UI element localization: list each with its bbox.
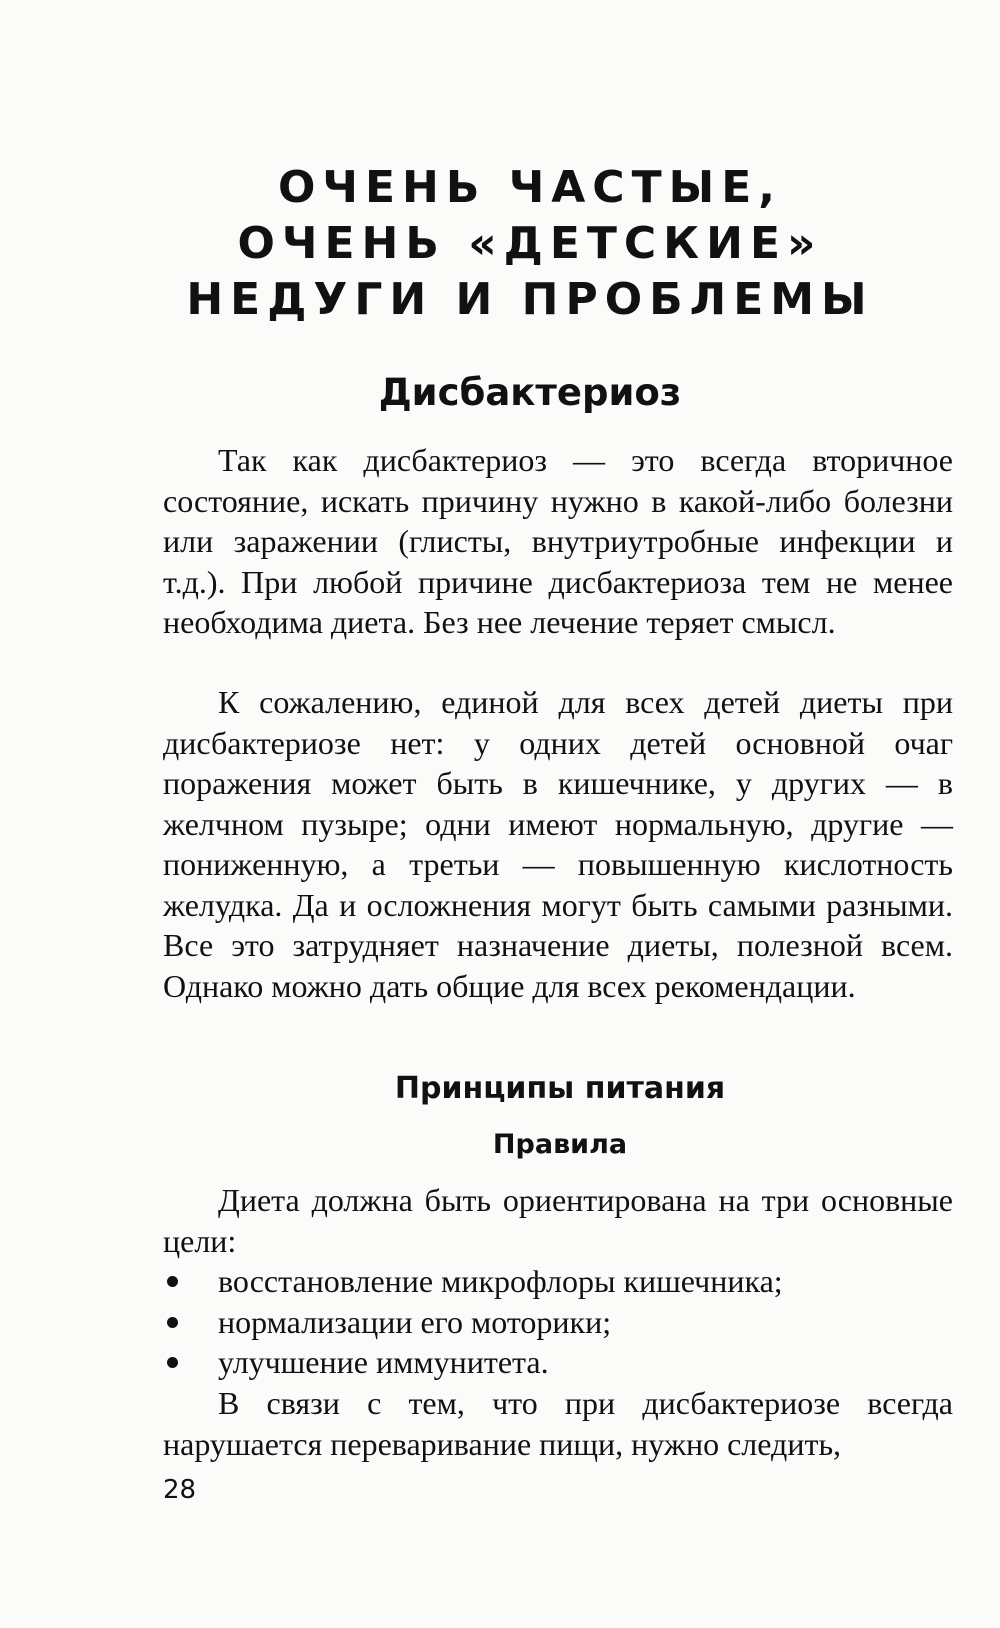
bullet-icon — [167, 1276, 178, 1287]
list-item — [163, 1342, 953, 1383]
subsection-subtitle: Правила — [492, 1129, 628, 1160]
list-item — [163, 1261, 953, 1302]
chapter-title — [150, 160, 910, 328]
paragraph: Так как дисбактериоз — это всегда вторичное состояние, искать причину нужно в какой-либо болезни или заражении (глисты, внутриутробные инфекции и т.д.). При любой причине дисбактериоза тем не менее необходима диета. Без нее лечение теряет смысл. — [163, 442, 953, 640]
bullet-icon — [167, 1317, 178, 1328]
list-item — [163, 1302, 953, 1343]
list-item-text: нормализации его моторики; — [218, 1303, 612, 1340]
page-number: 28 — [163, 1475, 197, 1505]
bullet-list — [163, 1261, 953, 1383]
paragraph: В связи с тем, что при дисбактериозе всегда нарушается переваривание пищи, нужно следить, — [163, 1385, 953, 1462]
list-item-text: восстановление микрофлоры кишечника; — [218, 1263, 783, 1299]
paragraph: К сожалению, единой для всех детей диеты при дисбактериозе нет: у одних детей основной очаг поражения может быть в кишечнике, у других — в желчном пузыре; одни имеют нормальную, другие — пониженную, а третьи — повышенную кислотность желудка. Да и осложнения могут быть самыми разными. Все это затрудняет назначение диеты, полезной всем. Однако можно дать общие для всех рекомендации. — [163, 684, 953, 1004]
chapter-title-line: ОЧЕНЬ «ДЕТСКИЕ» — [237, 218, 823, 269]
section-title: Дисбактериоз — [378, 371, 682, 414]
paragraph: Диета должна быть ориентирована на три основные цели: — [163, 1182, 953, 1259]
subsection-title: Принципы питания — [394, 1071, 726, 1106]
list-item-text: улучшение иммунитета. — [218, 1344, 549, 1380]
chapter-title-line: НЕДУГИ И ПРОБЛЕМЫ — [186, 274, 874, 325]
chapter-title-line: ОЧЕНЬ ЧАСТЫЕ, — [278, 162, 782, 213]
bullet-icon — [167, 1357, 178, 1368]
